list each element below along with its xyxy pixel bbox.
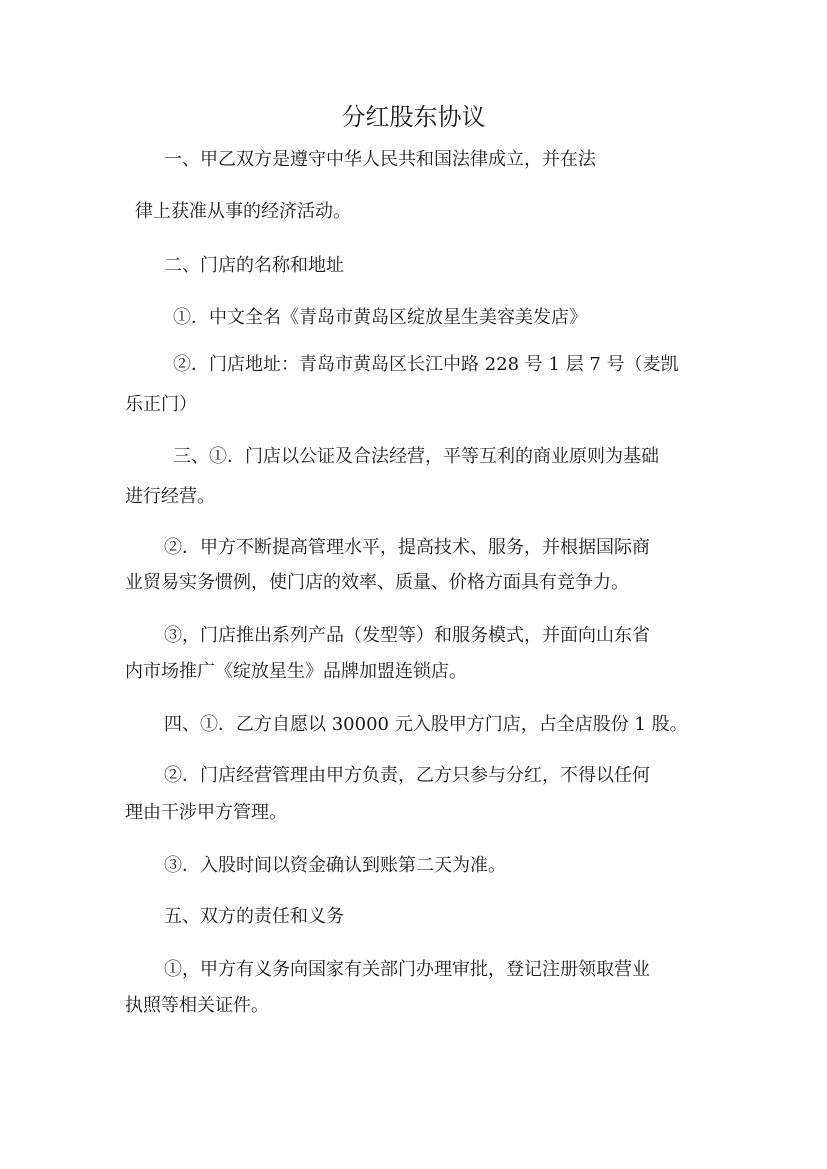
clause-1-line-2: 律上获准从事的经济活动。	[135, 201, 351, 222]
clause-4-item-2-line-1: ②．门店经营管理由甲方负责，乙方只参与分红，不得以任何	[164, 765, 650, 786]
clause-1-line-1: 一、甲乙双方是遵守中华人民共和国法律成立，并在法	[164, 149, 596, 170]
clause-5-item-1-line-2: 执照等相关证件。	[125, 995, 269, 1016]
clause-5-item-1-line-1: ①，甲方有义务向国家有关部门办理审批，登记注册领取营业	[164, 959, 650, 980]
clause-4-item-3: ③．入股时间以资金确认到账第二天为准。	[164, 855, 506, 876]
clause-3-item-2-line-1: ②．甲方不断提高管理水平，提高技术、服务，并根据国际商	[164, 537, 650, 558]
clause-3-item-2-line-2: 业贸易实务惯例，使门店的效率、质量、价格方面具有竞争力。	[125, 572, 629, 593]
document-title: 分红股东协议	[341, 103, 486, 131]
clause-2-item-1: ①．中文全名《青岛市黄岛区绽放星生美容美发店》	[173, 307, 587, 328]
clause-4-item-1: 四、①．乙方自愿以 30000 元入股甲方门店，占全店股份 1 股。	[164, 714, 688, 735]
clause-3-item-3-line-2: 内市场推广《绽放星生》品牌加盟连锁店。	[125, 661, 467, 682]
clause-2-item-2-line-2: 乐正门）	[125, 394, 197, 415]
clause-3-item-1-line-1: 三、①．门店以公证及合法经营，平等互利的商业原则为基础	[173, 446, 659, 467]
clause-4-item-2-line-2: 理由干涉甲方管理。	[125, 802, 287, 823]
clause-3-item-3-line-1: ③，门店推出系列产品（发型等）和服务模式，并面向山东省	[164, 625, 650, 646]
clause-2-heading: 二、门店的名称和地址	[164, 255, 344, 276]
clause-2-item-2-line-1: ②．门店地址：青岛市黄岛区长江中路 228 号 1 层 7 号（麦凯	[173, 354, 679, 375]
clause-3-item-1-line-2: 进行经营。	[125, 486, 215, 507]
clause-5-heading: 五、双方的责任和义务	[164, 906, 344, 927]
